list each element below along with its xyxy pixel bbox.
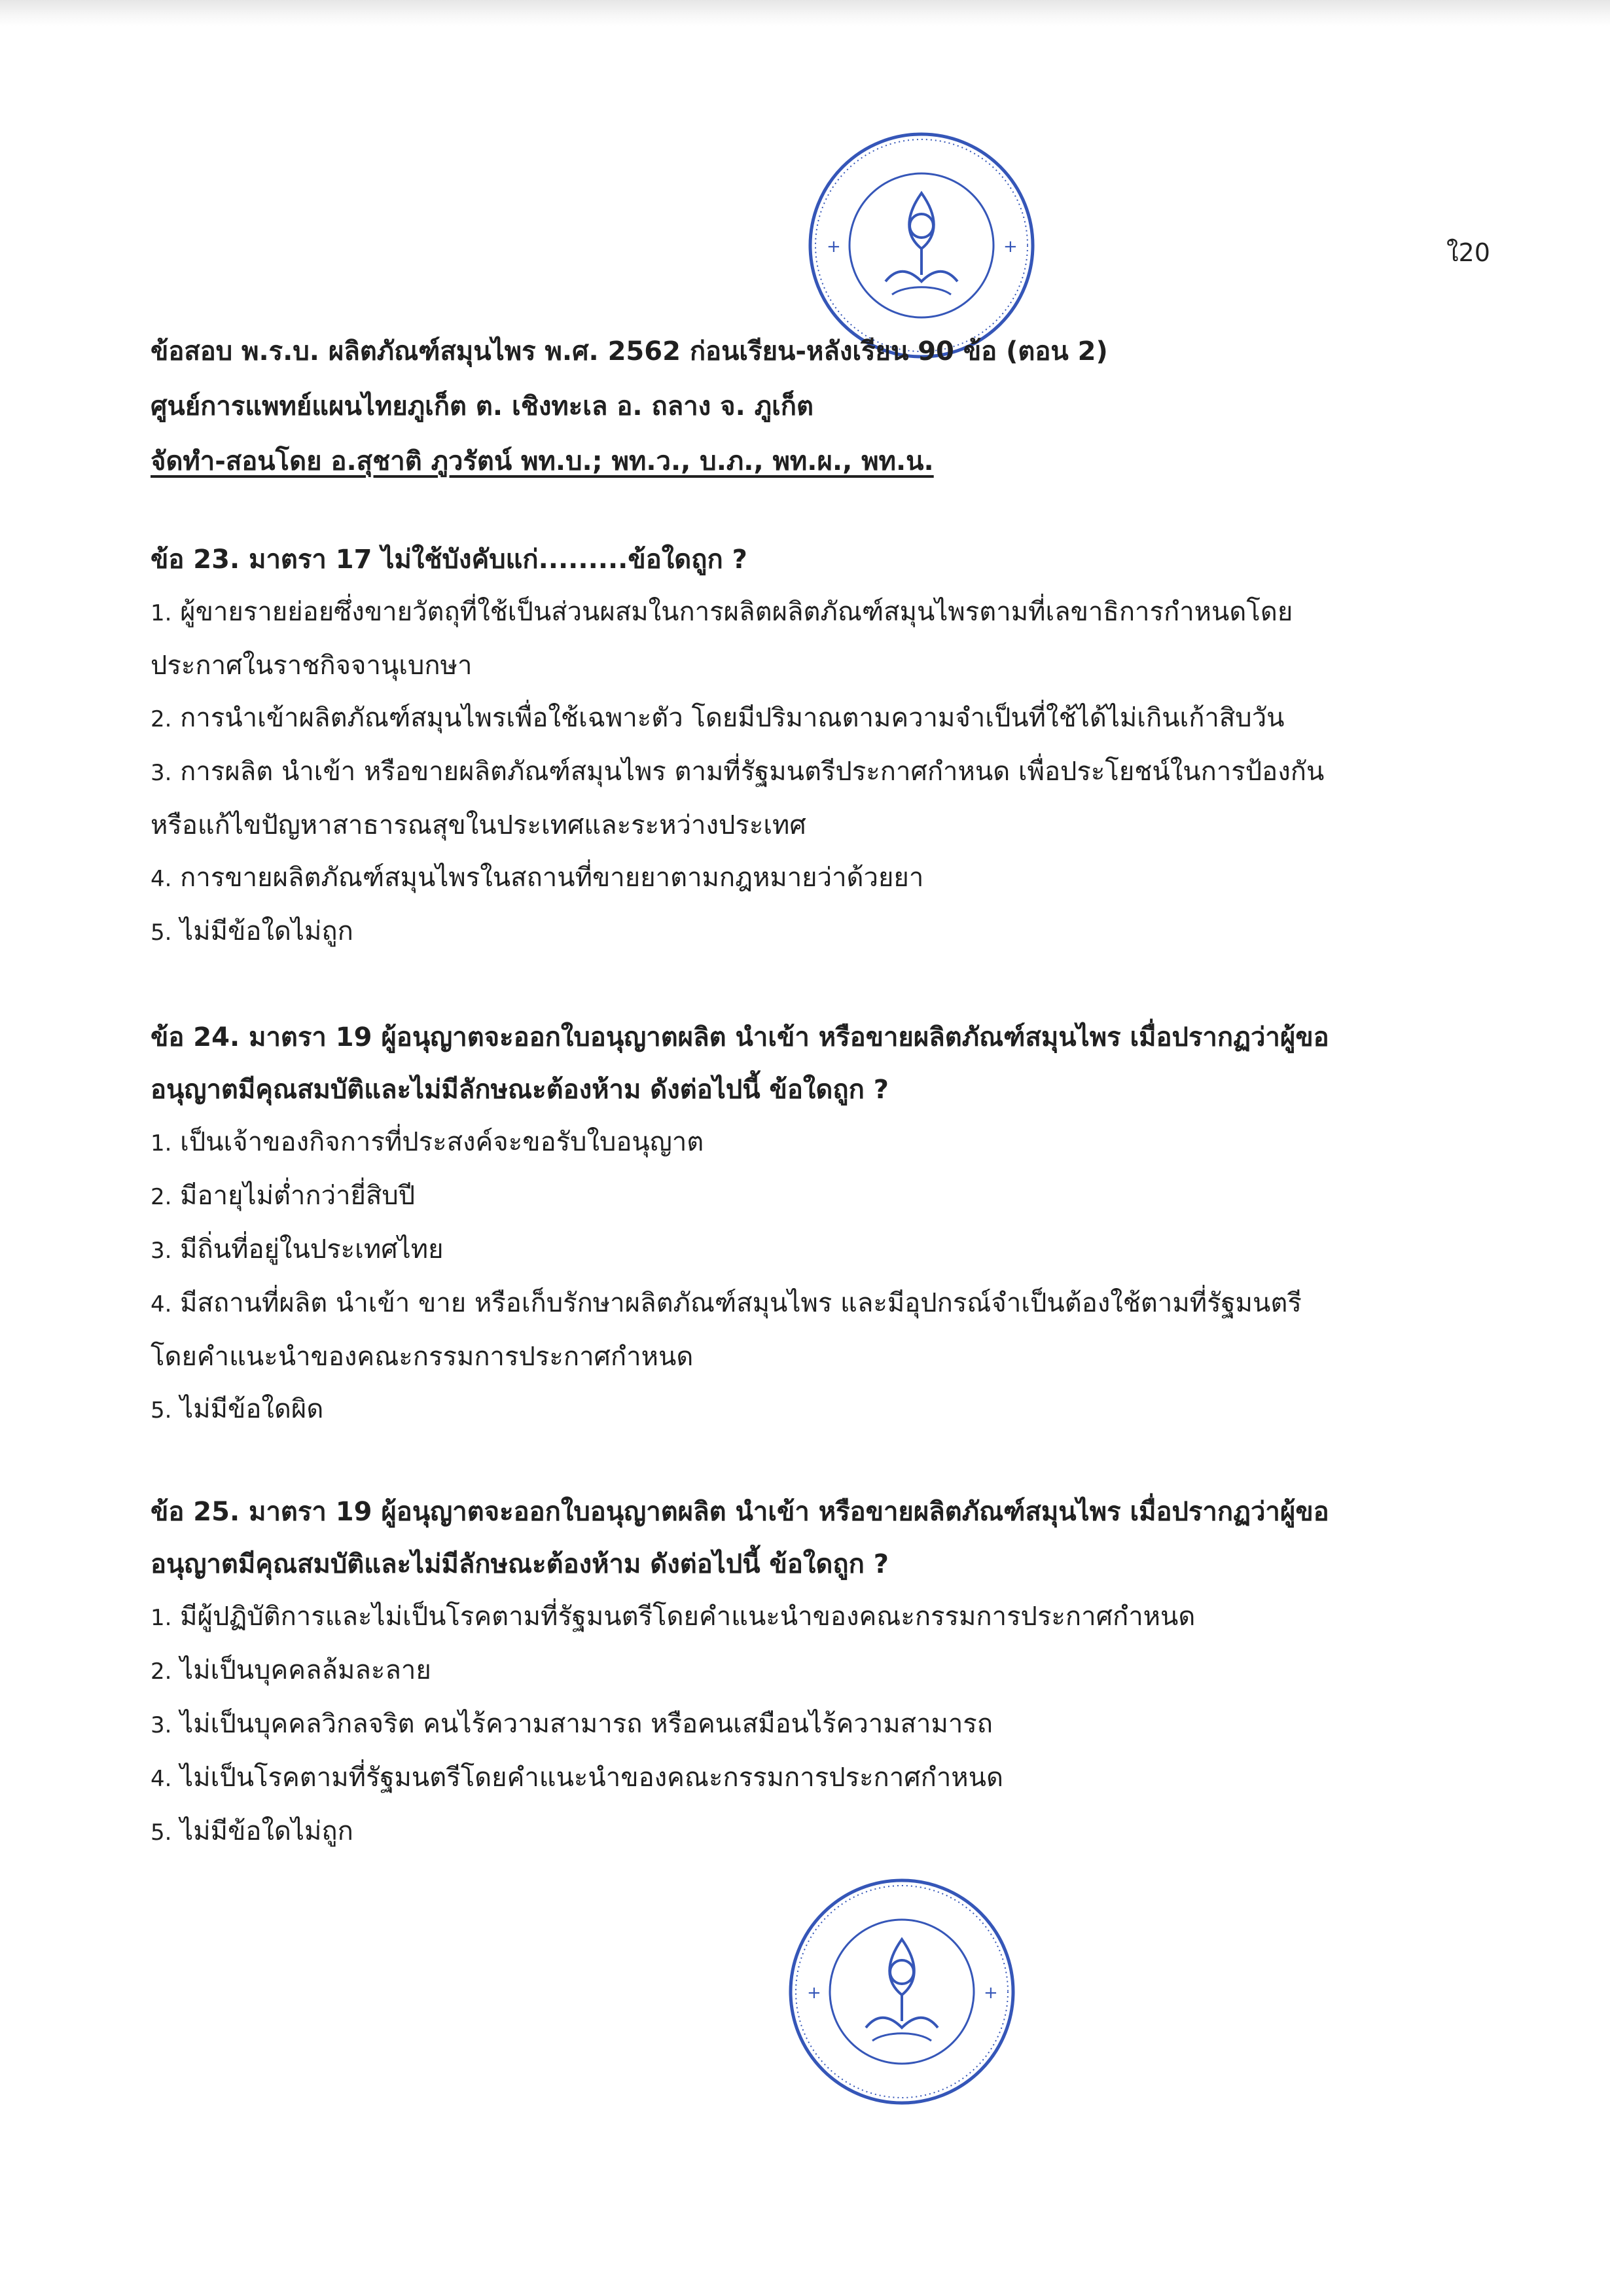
choice-4 (151, 1751, 1486, 1805)
choice-number: 4. (151, 866, 172, 892)
choice-5 (151, 905, 1486, 959)
question-number: ข้อ 23. (151, 545, 240, 575)
institution-line: ศูนย์การแพทย์แผนไทยภูเก็ต ต. เชิงทะเล อ. ถลาง จ. ภูเก็ต (151, 391, 814, 422)
choice-text: ไม่มีข้อใดไม่ถูก (180, 916, 353, 946)
choice-4 (151, 1277, 1486, 1331)
question-number: ข้อ 25. (151, 1497, 240, 1527)
question-text-continuation: อนุญาตมีคุณสมบัติและไม่มีลักษณะต้องห้าม ดังต่อไปนี้ ข้อใดถูก ? (151, 1075, 889, 1105)
choice-text: การนำเข้าผลิตภัณฑ์สมุนไพรเพื่อใช้เฉพาะตัว โดยมีปริมาณตามความจำเป็นที่ใช้ได้ไม่เกินเก้าสิบวัน (180, 703, 1285, 733)
choice-number: 5. (151, 920, 172, 946)
choice-continuation: หรือแก้ไขปัญหาสาธารณสุขในประเทศและระหว่างประเทศ (151, 810, 806, 840)
document-title: ข้อสอบ พ.ร.บ. ผลิตภัณฑ์สมุนไพร พ.ศ. 2562 ก่อนเรียน-หลังเรียน 90 ข้อ (ตอน 2) (151, 336, 1108, 367)
choice-continuation: ประกาศในราชกิจจานุเบกษา (151, 651, 473, 681)
choice-text: ไม่เป็นบุคคลวิกลจริต คนไร้ความสามารถ หรือคนเสมือนไร้ความสามารถ (180, 1709, 993, 1739)
choice-1 (151, 1590, 1486, 1644)
choice-number: 2. (151, 1184, 172, 1210)
choice-text: มีอายุไม่ต่ำกว่ายี่สิบปี (180, 1181, 416, 1211)
choice-number: 1. (151, 600, 172, 626)
question-24 (151, 1011, 1486, 1437)
choice-text: ผู้ขายรายย่อยซึ่งขายวัตถุที่ใช้เป็นส่วนผสมในการผลิตผลิตภัณฑ์สมุนไพรตามที่เลขาธิการกำหนดโดย (180, 597, 1293, 627)
choice-3 (151, 745, 1486, 799)
question-title (151, 1486, 1486, 1538)
choice-4 (151, 852, 1486, 905)
question-25 (151, 1486, 1486, 1859)
choice-text: การผลิต นำเข้า หรือขายผลิตภัณฑ์สมุนไพร ตามที่รัฐมนตรีประกาศกำหนด เพื่อประโยชน์ในการป้องกัน (180, 757, 1325, 787)
choice-number: 3. (151, 1238, 172, 1264)
choice-number: 2. (151, 1659, 172, 1685)
choice-number: 3. (151, 1712, 172, 1738)
question-23 (151, 533, 1486, 959)
choice-5 (151, 1383, 1486, 1437)
document-header (151, 324, 1492, 489)
choice-2 (151, 692, 1486, 745)
scan-top-edge (0, 0, 1610, 26)
question-title (151, 533, 1486, 586)
choice-continuation: โดยคำแนะนำของคณะกรรมการประกาศกำหนด (151, 1342, 694, 1372)
author-line: จัดทำ-สอนโดย อ.สุชาติ ภูวรัตน์ พท.บ.; พท.ว., บ.ภ., พท.ผ., พท.น. (151, 446, 934, 476)
choice-3 (151, 1223, 1486, 1277)
svg-text:+: + (984, 1983, 998, 2003)
choice-2 (151, 1644, 1486, 1698)
choice-3 (151, 1698, 1486, 1751)
question-text: มาตรา 17 ไม่ใช้บังคับแก่.........ข้อใดถูก ? (249, 545, 747, 575)
svg-text:+: + (827, 237, 841, 257)
choice-number: 2. (151, 706, 172, 732)
seal-stamp-icon (781, 1871, 1023, 2113)
choice-1 (151, 586, 1486, 639)
page-number: ใ20 (1446, 238, 1490, 267)
question-title (151, 1011, 1486, 1064)
choice-number: 3. (151, 760, 172, 786)
svg-text:+: + (807, 1983, 821, 2003)
choice-2 (151, 1170, 1486, 1223)
choice-5 (151, 1805, 1486, 1859)
question-text: มาตรา 19 ผู้อนุญาตจะออกใบอนุญาตผลิต นำเข้า หรือขายผลิตภัณฑ์สมุนไพร เมื่อปรากฏว่าผู้ขอ (249, 1497, 1329, 1527)
choice-text: ไม่เป็นบุคคลล้มละลาย (180, 1655, 431, 1685)
question-text: มาตรา 19 ผู้อนุญาตจะออกใบอนุญาตผลิต นำเข้า หรือขายผลิตภัณฑ์สมุนไพร เมื่อปรากฏว่าผู้ขอ (249, 1022, 1329, 1052)
choice-text: มีผู้ปฏิบัติการและไม่เป็นโรคตามที่รัฐมนตรีโดยคำแนะนำของคณะกรรมการประกาศกำหนด (180, 1602, 1196, 1632)
choice-number: 4. (151, 1766, 172, 1792)
choice-number: 5. (151, 1820, 172, 1846)
choice-number: 4. (151, 1291, 172, 1318)
choice-text: ไม่เป็นโรคตามที่รัฐมนตรีโดยคำแนะนำของคณะกรรมการประกาศกำหนด (180, 1763, 1003, 1793)
choice-text: เป็นเจ้าของกิจการที่ประสงค์จะขอรับใบอนุญาต (180, 1127, 704, 1157)
choice-text: ไม่มีข้อใดไม่ถูก (180, 1816, 353, 1846)
choice-text: มีถิ่นที่อยู่ในประเทศไทย (180, 1234, 444, 1265)
choice-number: 5. (151, 1397, 172, 1424)
svg-text:+: + (1003, 237, 1018, 257)
question-text-continuation: อนุญาตมีคุณสมบัติและไม่มีลักษณะต้องห้าม ดังต่อไปนี้ ข้อใดถูก ? (151, 1549, 889, 1579)
choice-text: มีสถานที่ผลิต นำเข้า ขาย หรือเก็บรักษาผลิตภัณฑ์สมุนไพร และมีอุปกรณ์จำเป็นต้องใช้ตามที่รัฐมนตรี (180, 1288, 1302, 1318)
question-number: ข้อ 24. (151, 1022, 240, 1052)
choice-text: ไม่มีข้อใดผิด (180, 1394, 324, 1424)
choice-number: 1. (151, 1130, 172, 1157)
choice-number: 1. (151, 1605, 172, 1631)
choice-text: การขายผลิตภัณฑ์สมุนไพรในสถานที่ขายยาตามกฎหมายว่าด้วยยา (180, 863, 924, 893)
choice-1 (151, 1116, 1486, 1170)
